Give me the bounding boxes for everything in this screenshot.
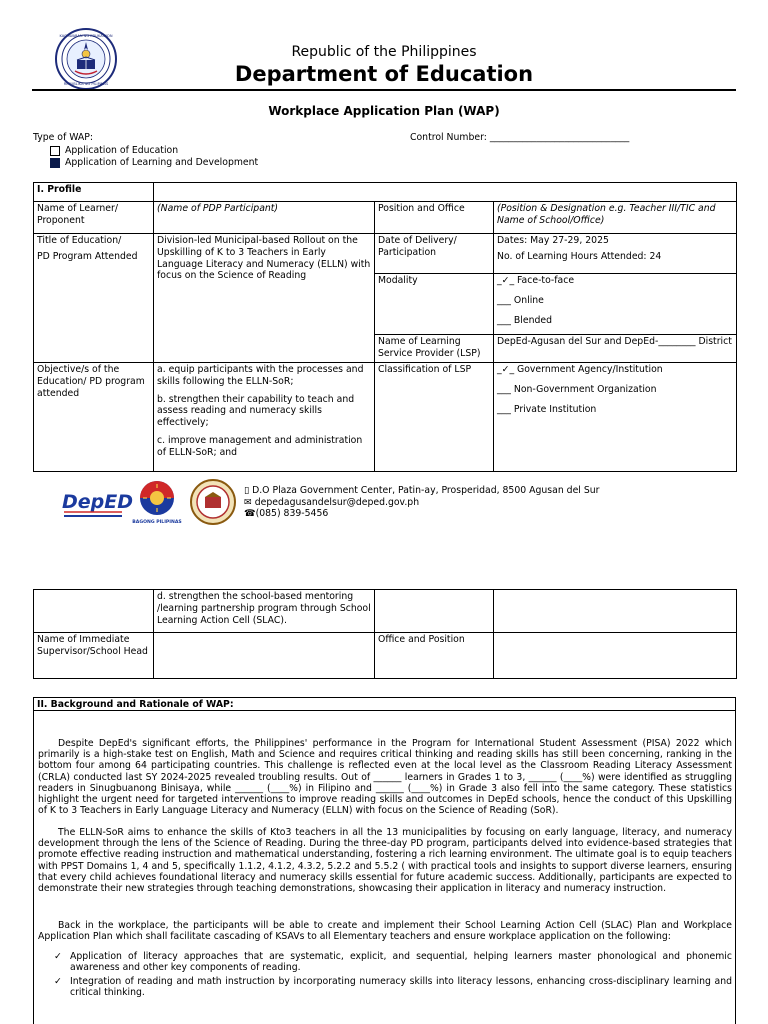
program-label-line1: Title of Education/ <box>37 235 122 246</box>
objective-item: b. strengthen their capability to teach and assess reading and numeracy skills effectively; <box>157 393 355 429</box>
delivery-label: Date of Delivery/ Participation <box>375 234 494 274</box>
supervisor-label: Name of Immediate Supervisor/School Head <box>34 633 154 679</box>
checkbox-education[interactable] <box>50 146 60 156</box>
profile-heading: I. Profile <box>34 183 154 202</box>
header-divider <box>32 89 736 91</box>
profile-table <box>33 182 737 472</box>
deped-logo-text: DepED <box>62 491 134 513</box>
control-number-field[interactable]: Control Number: ______________________________ <box>410 132 630 143</box>
svg-text:REPUBLIKA NG PILIPINAS: REPUBLIKA NG PILIPINAS <box>63 82 109 86</box>
delivery-hours: No. of Learning Hours Attended: 24 <box>497 250 662 262</box>
wap-option-label: Application of Education <box>65 145 179 156</box>
objective-item-d: d. strengthen the school-based mentoring /learning partnership program through School Learning Action Cell (SLAC). <box>154 590 375 633</box>
lsp-label: Name of Learning Service Provider (LSP) <box>375 335 494 363</box>
delivery-value[interactable] <box>494 234 737 274</box>
learner-value[interactable]: (Name of PDP Participant) <box>154 202 375 234</box>
wap-option-education[interactable] <box>50 145 178 157</box>
profile-continued-table <box>33 589 737 679</box>
classification-label: Classification of LSP <box>375 363 494 472</box>
bullet-item <box>54 976 732 998</box>
classification-options[interactable] <box>494 363 737 472</box>
bagong-pilipinas-icon <box>132 478 182 526</box>
footer-logos <box>60 478 250 526</box>
classification-private[interactable]: ___ Private Institution <box>497 403 597 415</box>
phone-line: ☎(085) 839-5456 <box>244 508 329 519</box>
lsp-value[interactable]: DepEd-Agusan del Sur and DepEd-________ District <box>494 335 737 363</box>
blank-cell <box>375 590 494 633</box>
modality-label: Modality <box>375 274 494 335</box>
email-line[interactable]: ✉ depedagusandelsur@deped.gov.ph <box>244 496 420 508</box>
check-icon: ✓ <box>54 976 62 987</box>
delivery-dates: Dates: May 27-29, 2025 <box>497 235 609 246</box>
bagong-pilipinas-text: BAGONG PILIPINAS <box>132 520 182 525</box>
modality-options[interactable] <box>494 274 737 335</box>
learner-label: Name of Learner/ Proponent <box>34 202 154 234</box>
position-value[interactable]: (Position & Designation e.g. Teacher III/TIC and Name of School/Office) <box>494 202 737 234</box>
objective-label-cont <box>34 590 154 633</box>
checkbox-learning-development[interactable] <box>50 158 60 168</box>
objectives-list <box>154 363 375 472</box>
modality-face-to-face[interactable]: _✓_ Face-to-face <box>497 275 575 286</box>
background-section <box>33 697 736 1024</box>
objective-label: Objective/s of the Education/ PD program attended <box>34 363 154 472</box>
address-line: ▯ D.O Plaza Government Center, Patin-ay, Prosperidad, 8500 Agusan del Sur <box>244 485 600 496</box>
background-paragraph: The ELLN-SoR aims to enhance the skills of Kto3 teachers in all the 13 municipalities by focusing on early language, literacy, and numeracy development through the lens of the Science of Reading. During the three-day PD program, participants delved into evidence-based strategies that promote effective reading instruction and mathematical understanding, fostering a rich learning environment. The ultimate goal is to equip teachers with PPST Domains 1, 4 and 5, specifically 1.1.2, 4.1.2, 4.3.2, 5.2.2 and 5.5.2 ( with practical tools and insights to support diverse learners, ensuring that every child achieves foundational literacy and numeracy skills essential for future academic success. Additionally, participants are expected to demonstrate their new strategies through teaching demonstrations, showcasing their application in literacy and numeracy instruction. <box>38 827 732 895</box>
classification-government[interactable]: _✓_ Government Agency/Institution <box>497 364 663 375</box>
program-label <box>34 234 154 363</box>
wap-option-learning[interactable] <box>50 157 258 169</box>
office-position-value[interactable] <box>494 633 737 679</box>
department-name: Department of Education <box>234 62 534 86</box>
modality-online[interactable]: ___ Online <box>497 294 544 306</box>
program-value[interactable]: Division-led Municipal-based Rollout on the Upskilling of K to 3 Teachers in Early Language Literacy and Numeracy (ELLN) with focus on the Science of Reading <box>154 234 375 363</box>
contact-info <box>244 485 599 520</box>
profile-heading-blank <box>154 183 737 202</box>
position-label: Position and Office <box>375 202 494 234</box>
background-heading: II. Background and Rationale of WAP: <box>37 699 234 710</box>
blank-cell <box>494 590 737 633</box>
wap-option-label: Application of Learning and Development <box>65 157 259 168</box>
objective-item: a. equip participants with the processes and skills following the ELLN-SoR; <box>157 364 364 387</box>
background-heading-rule <box>34 710 735 711</box>
office-position-label: Office and Position <box>375 633 494 679</box>
bullet-text: Application of literacy approaches that are systematic, explicit, and sequential, helping learners master phonological and phonemic awareness and other key components of reading. <box>70 951 732 974</box>
modality-blended[interactable]: ___ Blended <box>497 314 552 326</box>
program-label-line2: PD Program Attended <box>37 250 138 262</box>
supervisor-value[interactable] <box>154 633 375 679</box>
svg-text:KAGAWARAN NG EDUKASYON: KAGAWARAN NG EDUKASYON <box>59 34 113 38</box>
background-paragraph: Despite DepEd's significant efforts, the Philippines' performance in the Program for International Student Assessment (PISA) 2022 which primarily is a high-stake test on English, Math and Science and requires critical thinking and reading skills has still been concerning, ranking in the bottom four among 64 participating countries. This challenge is reflected even at the local level as the Classroom Reading Literacy Assessment (CRLA) conducted last SY 2024-2025 revealed troubling results. Out of ______ learners in Grades 1 to 3, ______ (____%) were identified as struggling readers in Sinugbuanong Binisaya, while ______ (____%) in Filipino and ______ (____%) in Grade 3 also fell into the same category. These statistics highlight the urgent need for targeted interventions to improve reading skills and outcomes in DepEd schools, hence the conduct of this Upskilling of K to 3 Teachers in Early Language Literacy and Numeracy (ELLN) with focus on the Science of Reading (SoR). <box>38 738 732 817</box>
bullet-text: Integration of reading and math instruction by incorporating numeracy skills into literacy lessons, enhancing cross-disciplinary learning and critical thinking. <box>70 976 732 999</box>
check-icon: ✓ <box>54 951 62 962</box>
division-seal-icon <box>188 478 238 526</box>
wap-type-label: Type of WAP: <box>33 132 94 143</box>
classification-ngo[interactable]: ___ Non-Government Organization <box>497 383 657 395</box>
document-header <box>0 0 768 95</box>
bullet-item <box>54 951 732 973</box>
deped-seal-icon <box>55 28 117 90</box>
objective-item: c. improve management and administration of ELLN-SoR; and <box>157 434 363 458</box>
republic-line: Republic of the Philippines <box>291 44 477 60</box>
form-title: Workplace Application Plan (WAP) <box>268 104 500 118</box>
background-paragraph: Back in the workplace, the participants will be able to create and implement their School Learning Action Cell (SLAC) Plan and Workplace Application Plan which shall facilitate cascading of KSAVs to all Elementary teachers and ensure workplace application on the following: <box>38 920 732 943</box>
